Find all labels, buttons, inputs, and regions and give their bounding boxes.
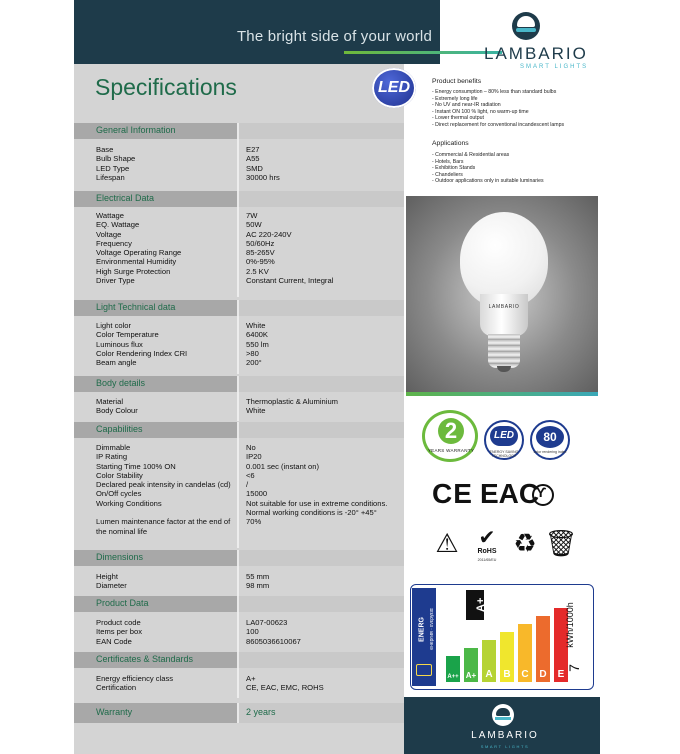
spec-label: EAN Code	[96, 636, 132, 646]
section-title: Light Technical data	[96, 302, 176, 312]
rohs-label: RoHS	[477, 548, 497, 555]
tagline: The bright side of your world	[236, 28, 432, 45]
section-header-general	[74, 123, 404, 139]
spec-value: SMD	[246, 163, 263, 173]
spec-label: Dimmable	[96, 443, 131, 452]
section-header-right	[237, 376, 404, 392]
energy-class-bar	[446, 656, 460, 682]
top-banner	[74, 0, 440, 64]
energy-rating-arrow: A+	[466, 590, 484, 620]
bulb-base	[488, 334, 520, 368]
section-title: Product Data	[96, 598, 149, 608]
led-tech-subtext: ENERGY SAVING TECHNOLOGY	[489, 450, 519, 458]
section-header-right	[237, 550, 404, 566]
list-item: - No UV and near-IR radiation	[432, 102, 501, 109]
section-header-right	[237, 422, 404, 438]
ce-mark-icon: CE	[432, 478, 473, 509]
spec-label: Luminous flux	[96, 339, 143, 349]
section-title: Body details	[96, 378, 146, 388]
spec-value: 15000	[246, 489, 268, 499]
section-header-electrical	[74, 191, 404, 207]
hazard-triangle-glyph: ⚠	[435, 528, 459, 558]
list-item: - Hotels, Bars	[432, 158, 464, 165]
section-header-body	[74, 376, 404, 392]
cri-value: 80	[536, 426, 564, 448]
photo-accent-line	[406, 392, 598, 396]
spec-value: White	[246, 406, 266, 416]
section-header-certificates	[74, 652, 404, 668]
energy-class-bar	[500, 632, 514, 682]
cri-subtext: color rendering index	[533, 450, 567, 454]
spec-value: 8605036610067	[246, 636, 301, 646]
eac-mark-icon: EAC	[480, 478, 540, 509]
warranty-number: 2	[438, 418, 464, 444]
recycle-glyph: ♻	[513, 528, 537, 558]
section-header-right	[237, 123, 404, 139]
spec-label: On/Off cycles	[96, 489, 142, 499]
spec-label: Lifespan	[96, 172, 125, 182]
warranty-value: 2 years	[246, 707, 276, 717]
warranty-text: YEARS WARRANTY	[427, 448, 475, 453]
applications-list	[432, 152, 544, 185]
spec-label: Color Temperature	[96, 330, 159, 340]
spec-value: 0.001 sec (instant on)	[246, 461, 320, 471]
page-title: Specifications	[95, 74, 237, 100]
spec-label: Certification	[96, 683, 137, 693]
list-item: - Outdoor applications only in suitable luminaries	[432, 178, 544, 185]
spec-value: IP20	[246, 452, 262, 462]
spec-label: Lumen maintenance factor at the end of	[96, 517, 231, 527]
spec-label: Energy efficiency class	[96, 674, 174, 683]
spec-label: Diameter	[96, 581, 127, 591]
spec-label: Height	[96, 572, 118, 581]
spec-label: Beam angle	[96, 358, 137, 368]
spec-value: 6400K	[246, 330, 268, 340]
section-title: Certificates & Standards	[96, 654, 194, 664]
section-title: General Information	[96, 125, 176, 135]
spec-value: A+	[246, 674, 256, 683]
spec-value: <6	[246, 470, 255, 480]
spec-label: Voltage Operating Range	[96, 248, 182, 258]
spec-label: Items per box	[96, 627, 143, 637]
spec-value: 55 mm	[246, 572, 270, 581]
brand-subtitle: SMART LIGHTS	[520, 64, 589, 70]
spec-value: No	[246, 443, 256, 452]
bulb-logo: LAMBARIO	[488, 304, 520, 310]
list-item: - Direct replacement for conventional incandescent lamps	[432, 121, 565, 128]
kwh-unit: kWh/1000h	[565, 602, 575, 648]
spec-value: Thermoplastic & Aluminium	[246, 397, 338, 406]
energy-class-bar	[464, 648, 478, 682]
section-header-warranty	[74, 703, 404, 723]
energy-class-label: C	[521, 669, 529, 680]
section-header-dimensions	[74, 550, 404, 566]
list-item: - Energy consumption – 80% less than standard bulbs	[432, 89, 557, 95]
spec-label: Declared peak intensity in candelas (cd)	[96, 480, 231, 490]
benefits-list	[432, 89, 564, 129]
energy-class-label: A+	[465, 671, 477, 680]
applications-heading: Applications	[432, 140, 469, 147]
list-item: - Commercial & Residential areas	[432, 152, 510, 158]
energy-class-bar	[482, 640, 496, 682]
led-badge-icon: LED	[372, 68, 416, 108]
section-title: Electrical Data	[96, 193, 155, 203]
spec-value: /	[246, 480, 249, 490]
rohs-directive: 2011/65/EU	[477, 558, 497, 562]
energy-class-label: A++	[447, 674, 459, 680]
spec-value: 50/60Hz	[246, 238, 275, 248]
section-title: Capabilities	[96, 424, 143, 434]
energy-class-label: A	[485, 669, 493, 680]
section-title: Dimensions	[96, 552, 144, 562]
spec-value: >80	[246, 348, 259, 358]
spec-label: Starting Time 100% ON	[96, 461, 176, 471]
spec-label: Driver Type	[96, 276, 135, 286]
spec-label: Environmental Humidity	[96, 257, 177, 267]
rohs-check-icon	[470, 526, 504, 562]
ukraine-cert-mark-icon: Ƴ	[536, 484, 547, 500]
energy-class-label: E	[557, 669, 565, 680]
recycle-icon	[508, 526, 542, 562]
spec-label: Light color	[96, 321, 132, 330]
energy-class-label: D	[539, 669, 547, 680]
spec-value: A55	[246, 154, 260, 164]
bin-glyph: 🗑	[544, 528, 578, 558]
spec-value: 7W	[246, 211, 258, 220]
list-item: - Exhibition Stands	[432, 165, 476, 172]
spec-value: CE, EAC, EMC, ROHS	[246, 683, 324, 693]
spec-label: Working Conditions	[96, 498, 162, 508]
spec-value: 2.5 KV	[246, 266, 269, 276]
footer-brand-subtitle: SMART LIGHTS	[480, 744, 530, 749]
section-title: Warranty	[96, 707, 133, 717]
section-header-light	[74, 300, 404, 316]
section-header-right	[237, 300, 404, 316]
hazard-triangle-icon	[430, 526, 464, 562]
brand-logo	[440, 0, 680, 72]
spec-label: High Surge Protection	[96, 266, 171, 276]
crossed-bin-icon	[544, 526, 578, 562]
spec-label: Color Rendering Index CRI	[96, 348, 188, 358]
spec-label: Product code	[96, 618, 141, 627]
section-header-right	[237, 652, 404, 668]
list-item: - Extremely long life	[432, 95, 478, 102]
spec-value: 50W	[246, 220, 262, 230]
spec-value: Normal working conditions is -20° +45°	[246, 508, 377, 518]
energy-word: ENERG	[418, 617, 426, 642]
brand-name: LAMBARIO	[484, 44, 588, 63]
spec-label: Base	[96, 145, 114, 154]
spec-label: Body Colour	[96, 406, 138, 416]
spec-label: EQ. Wattage	[96, 220, 140, 230]
bulb-neck	[480, 294, 528, 336]
logo-mark-icon	[512, 12, 540, 40]
section-header-right	[237, 191, 404, 207]
spec-label: IP Rating	[96, 452, 128, 462]
spec-value: 85-265V	[246, 248, 275, 258]
spec-value: 550 lm	[246, 339, 269, 349]
spec-value: 98 mm	[246, 581, 270, 591]
spec-label: Bulb Shape	[96, 154, 136, 164]
section-header-capabilities	[74, 422, 404, 438]
spec-value: 30000 hrs	[246, 172, 280, 182]
spec-value: Not suitable for use in extreme conditions.	[246, 498, 388, 508]
kwh-value: 7	[565, 664, 582, 672]
spec-value: E27	[246, 145, 260, 154]
spec-value: Constant Current, Integral	[246, 276, 334, 286]
spec-label: Material	[96, 397, 124, 406]
list-item: - Instant ON 100 % light, no warm-up time	[432, 108, 529, 115]
spec-label: LED Type	[96, 163, 130, 173]
spec-value: LA07-00623	[246, 618, 288, 627]
energy-class-bars	[446, 600, 576, 682]
section-header-product	[74, 596, 404, 612]
spec-label: Frequency	[96, 238, 132, 248]
led-tech-label: LED	[490, 426, 518, 446]
energy-word-translations: енергия · ενεργεια	[429, 608, 435, 650]
footer-logo-mark-icon	[492, 704, 514, 726]
spec-value: 70%	[246, 517, 262, 527]
spec-value: White	[246, 321, 266, 330]
spec-label: Wattage	[96, 211, 124, 220]
benefits-heading: Product benefits	[432, 78, 482, 85]
check-glyph: ✔	[478, 527, 496, 549]
spec-value: 200°	[246, 358, 262, 368]
eu-flag-icon	[416, 664, 432, 676]
spec-value: AC 220-240V	[246, 229, 292, 239]
spec-label: Voltage	[96, 229, 122, 239]
spec-value: 0%-95%	[246, 257, 275, 267]
section-header-right	[237, 596, 404, 612]
spec-label: the nominal life	[96, 526, 148, 536]
list-item: - Lower thermal output	[432, 115, 484, 122]
energy-class-bar	[518, 624, 532, 682]
footer-brand: LAMBARIO	[471, 730, 539, 741]
energy-class-label: B	[503, 669, 511, 680]
energy-class-bar	[536, 616, 550, 682]
spec-value: 100	[246, 627, 259, 637]
spec-label: Color Stability	[96, 470, 143, 480]
list-item: - Chandeliers	[432, 171, 463, 178]
